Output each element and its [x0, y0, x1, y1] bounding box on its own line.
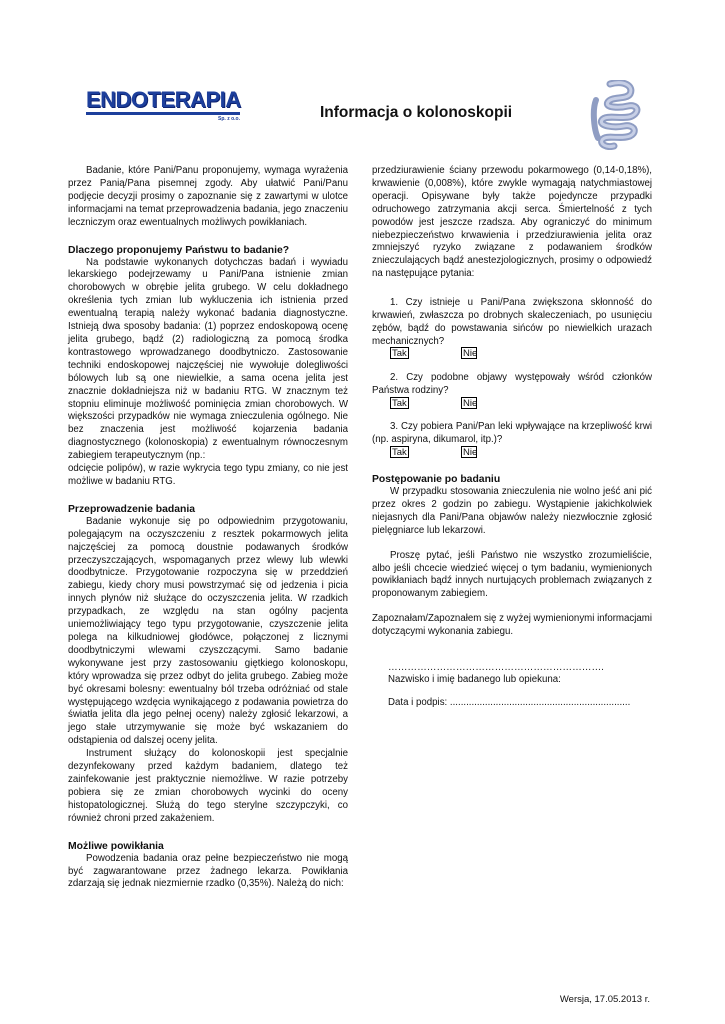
q1-yes-checkbox[interactable]: Tak — [390, 347, 409, 359]
question-2 — [372, 372, 652, 398]
signature-label: Nazwisko i imię badanego lub opiekuna: — [388, 674, 561, 685]
complications-paragraph: Powodzenia badania oraz pełne bezpieczeństwo nie mogą być zagwarantowane przez żadnego lekarza. Powikłania zdarzają się jednak niezmiernie rzadko (0,35%). Należą do nich: — [68, 852, 348, 890]
question-3-text: 3. Czy pobiera Pani/Pan leki wpływające na krzepliwość krwi (np. aspiryna, dikumarol, itp.)? — [372, 421, 652, 445]
logo-text: ENDOTERAPIA — [86, 87, 241, 112]
q3-no-checkbox[interactable]: Nie — [463, 447, 478, 458]
heading-why: Dlaczego proponujemy Państwu to badanie? — [68, 244, 290, 256]
version-footer: Wersja, 17.05.2013 r. — [559, 994, 650, 1005]
question-3 — [372, 421, 652, 447]
q2-yes-checkbox[interactable]: Tak — [390, 397, 409, 409]
left-column — [68, 165, 348, 891]
instrument-paragraph: Instrument służący do kolonoskopii jest specjalnie dezynfekowany przed każdym badaniem, dlatego też zainfekowanie jest praktycznie niemożliwe. W razie potrzeby pobiera się ze zmian chorobowych wycinki do oceny histopatologicznej. Służą do tego sterylne szczypczyki, co również chroni przed zakażeniem. — [68, 748, 348, 824]
procedure-paragraph: Badanie wykonuje się po odpowiednim przygotowaniu, polegającym na oczyszczeniu z resztek pokarmowych jelita najczęściej za pomocą doustnie podawanych środków przeczyszczających, wspomaganych przez wlewy lub wlewki doodbytnicze. Przygotowanie rozpoczyna się w przeddzień zabiegu, kiedy chory musi powstrzymać się od jedzenia i picia innych płynów niż służące do oczyszczenia jelita. W rzadkich przypadkach, ze względu na stan ogólny pacjenta uniemożliwiający tego typu przygotowanie, czyszczenie jelita polega na kilkudniowej głodówce, połączonej z licznymi doodbytniczymi wlewami czyszczącymi. Samo badanie wykonywane jest przy zastosowaniu giętkiego kolonoskopu, który wprowadza się przez odbyt do jelita grubego. Zabieg może być okresami bolesny: ewentualny ból trzeba odróżniać od stale występującego wzdęcia wynikającego z podawania powietrza do światła jelita dla jego pełnej oceny) należy zgłosić lekarzowi, a jego stałe utrzymywanie się może być wskazaniem do odstąpienia od dalszej oceny jelita. — [68, 515, 348, 747]
complications-continued: przedziurawienie ściany przewodu pokarmowego (0,14-0,18%), krwawienie (0,008%), które zwykle wymagają natychmiastowej operacji. Opisywane były także pojedyncze przypadki odruchowego zatrzymania akcji serca. Śmiertelność z tych powodów jest jeszcze rzadsza. Aby ograniczyć do minimum niebezpieczeństwo krwawienia i przedziurawienia jelita oraz zmniejszyć ryzyko związane z podawaniem środków znieczulających bądź anestezjologicznych, prosimy o odpowiedź na następujące pytania: — [372, 165, 652, 280]
q2-no-checkbox[interactable]: Nie — [463, 398, 478, 409]
question-1-text: 1. Czy istnieje u Pani/Pana zwiększona skłonność do krwawień, zwłaszcza po drobnych skaleczeniach, po usunięciu zębów, bądź do powstawania sińców po niewielkich urazach mechanicznych? — [372, 297, 652, 347]
questions-paragraph: Proszę pytać, jeśli Państwo nie wszystko zrozumieliście, albo jeśli chcecie wiedzieć więcej o tym badaniu, wymienionych powikłaniach bądź innych nurtujących problemach związanych z proponowanym zabiegiem. — [372, 549, 652, 600]
heading-complications: Możliwe powikłania — [68, 840, 164, 852]
logo-subtext: Sp. z o.o. — [218, 116, 240, 122]
question-2-text: 2. Czy podobne objawy występowały wśród członków Państwa rodziny? — [372, 372, 652, 396]
question-1 — [372, 297, 652, 349]
page-title: Informacja o kolonoskopii — [320, 104, 513, 121]
q1-no-checkbox[interactable]: Nie — [463, 348, 478, 359]
after-section — [372, 473, 652, 639]
intro-paragraph: Badanie, które Pani/Panu proponujemy, wymaga wyrażenia przez Panią/Pana pisemnej zgody. Aby ułatwić Pani/Panu podjęcie decyzji prosimy o zapoznanie się z zawartymi w ulotce informacjami na temat przeprowadzenia badania, jego znaczeniu leczniczym oraz ewentualnych możliwych powikłaniach. — [68, 165, 348, 228]
consent-paragraph: Zapoznałam/Zapoznałem się z wyżej wymienionymi informacjami dotyczącymi wykonania zabiegu. — [372, 613, 652, 638]
q3-yes-checkbox[interactable]: Tak — [390, 446, 409, 458]
logo-underline — [86, 112, 240, 115]
why-paragraph-end: odcięcie polipów), w razie wykrycia tego typu zmiany, co nie jest możliwe w badaniu RTG. — [68, 463, 348, 487]
date-signature-field[interactable]: Data i podpis: ................................................................... — [388, 697, 631, 708]
intestine-icon — [590, 80, 642, 150]
company-logo — [86, 88, 240, 126]
after-paragraph: W przypadku stosowania znieczulenia nie wolno jeść ani pić przez okres 2 godzin po zabiegu. Wystąpienie jakichkolwiek niejasnych dla Pani/Pana objawów należy niezwłocznie zgłosić pielęgniarce lub lekarzowi. — [372, 486, 652, 536]
signature-line: …………………………………………………………. — [388, 662, 604, 673]
heading-procedure: Przeprowadzenie badania — [68, 503, 196, 515]
right-column — [372, 165, 652, 281]
why-paragraph: Na podstawie wykonanych dotychczas badań i wywiadu lekarskiego podejrzewamy u Pani/Pana istnienie zmian chorobowych w obrębie jelita grubego. W celu dokładnego określenia tych zmian lub wykluczenia ich istnienia przed ewentualną terapią należy wykonać badania diagnostyczne. Istnieją dwa sposoby badania: (1) poprzez endoskopową ocenę jelita grubego, bądź (2) radiologiczną za pomocą środka kontrastowego wprowadzanego doodbytniczo. Zastosowanie techniki endoskopowej najczęściej nie wywołuje dolegliwości bólowych lub są one niewielkie, a sama ocena jelita jest znacznie dokładniejsza niż w badaniu RTG. W znacznym też stopniu eliminuje możliwość pominięcia zmian chorobowych. W większości przypadków nie wymaga znieczulenia ogólnego. Nie bez znaczenia jest możliwość kojarzenia badania diagnostycznego (kolonoskopia) z ewentualnym równoczesnym zabiegiem terapeutycznym (np.: — [68, 256, 348, 462]
heading-after: Postępowanie po badaniu — [372, 474, 501, 485]
